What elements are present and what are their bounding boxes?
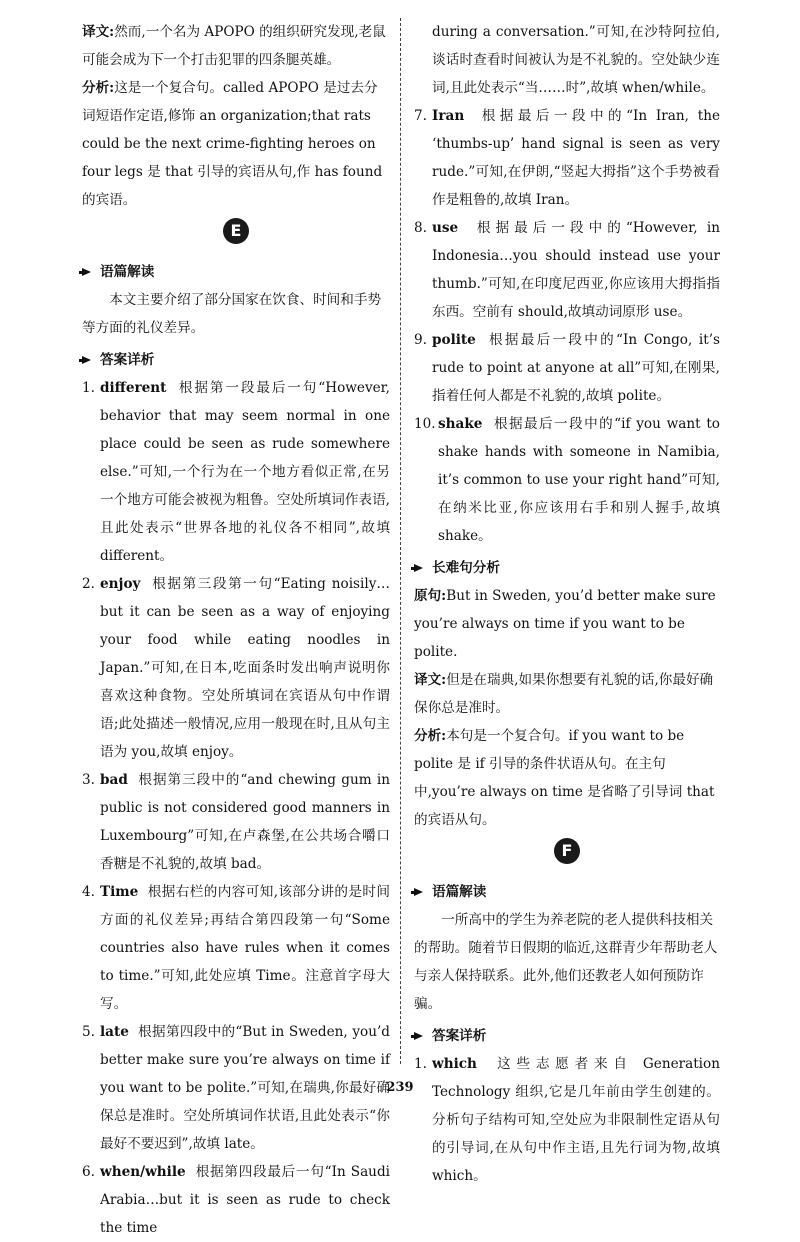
answer-item: 1. different 根据第一段最后一句“However, behavior that may seem normal in one place could be seen as rude somewhere else.”可知,一个行为在一个地方看似正常,在另一个地方可能会被视为粗鲁。空处所填词作表语,且此处表示“世界各地的礼仪各不相同”,故填 different。 bbox=[82, 380, 390, 564]
triangle-icon bbox=[414, 888, 427, 897]
section-e-marker bbox=[82, 214, 390, 254]
column-divider bbox=[400, 18, 401, 1064]
right-column bbox=[414, 18, 720, 1190]
page-number: 239 bbox=[386, 1080, 414, 1095]
d-translation: 译文:然而,一个名为 APOPO 的组织研究发现,老鼠可能会成为下一个打击犯罪的四条腿英雄。 bbox=[82, 24, 386, 68]
long-sentence-analysis: 分析:本句是一个复合句。if you want to be polite 是 if 引导的条件状语从句。在主句中,you’re always on time 是省略了引导词 that 的宾语从句。 bbox=[414, 728, 715, 828]
e-answers-heading: 答案详析 bbox=[82, 346, 390, 374]
answer-item: 10. shake 根据最后一段中的“if you want to shake hands with someone in Namibia, it’s common to use your right hand”可知,在纳米比亚,你应该用右手和别人握手,故填 shake。 bbox=[414, 416, 720, 544]
triangle-icon bbox=[414, 1032, 427, 1041]
left-column bbox=[82, 18, 390, 1242]
answer-item: 1. which 这些志愿者来自 Generation Technology 组织,它是几年前由学生创建的。分析句子结构可知,空处应为非限制性定语从句的引导词,在从句中作主语,且先行词为物,故填 which。 bbox=[414, 1056, 720, 1184]
answer-item: 7. Iran 根据最后一段中的“In Iran, the ‘thumbs-up’ hand signal is seen as very rude.”可知,在伊朗,“竖起大拇指”这个手势被看作是粗鲁的,故填 Iran。 bbox=[414, 108, 720, 208]
answer-item: 4. Time 根据右栏的内容可知,该部分讲的是时间方面的礼仪差异;再结合第四段第一句“Some countries also have rules when it comes to time.”可知,此处应填 Time。注意首字母大写。 bbox=[82, 884, 390, 1012]
section-e-badge: E bbox=[223, 218, 249, 244]
f-answers-heading: 答案详析 bbox=[414, 1022, 720, 1050]
section-f-badge: F bbox=[554, 838, 580, 864]
answer-item: 6. when/while 根据第四段最后一句“In Saudi Arabia…but it is seen as rude to check the time bbox=[82, 1164, 390, 1236]
d-analysis: 分析:这是一个复合句。called APOPO 是过去分词短语作定语,修饰 an organization;that rats could be the next crime-fighting heroes on four legs 是 that 引导的宾语从句,作 has found 的宾语。 bbox=[82, 80, 383, 208]
section-f-marker bbox=[414, 834, 720, 874]
answer-item-continued: during a conversation.”可知,在沙特阿拉伯,谈话时查看时间被认为是不礼貌的。空处缺少连词,且此处表示“当……时”,故填 when/while。 bbox=[432, 24, 720, 96]
long-sentence-original: 原句:But in Sweden, you’d better make sure you’re always on time if you want to be polite. bbox=[414, 588, 716, 660]
answer-item: 9. polite 根据最后一段中的“In Congo, it’s rude to point at anyone at all”可知,在刚果,指着任何人都是不礼貌的,故填 polite。 bbox=[414, 332, 720, 404]
triangle-icon bbox=[82, 268, 95, 277]
answer-item: 8. use 根据最后一段中的“However, in Indonesia…you should instead use your thumb.”可知,在印度尼西亚,你应该用大拇指指东西。空前有 should,故填动词原形 use。 bbox=[414, 220, 720, 320]
triangle-icon bbox=[414, 564, 427, 573]
answer-item: 2. enjoy 根据第三段第一句“Eating noisily…but it can be seen as a way of enjoying your food while eating noodles in Japan.”可知,在日本,吃面条时发出响声说明你喜欢这种食物。空处所填词在宾语从句中作谓语;此处描述一般情况,应用一般现在时,且从句主语为 you,故填 enjoy。 bbox=[82, 576, 390, 760]
answer-item: 5. late 根据第四段中的“But in Sweden, you’d better make sure you’re always on time if you want to be polite.”可知,在瑞典,你最好确保总是准时。空处所填词作状语,且此处表示“你最好不要迟到”,故填 late。 bbox=[82, 1024, 390, 1152]
f-reading-text: 一所高中的学生为养老院的老人提供科技相关的帮助。随着节日假期的临近,这群青少年帮助老人与亲人保持联系。此外,他们还教老人如何预防诈骗。 bbox=[414, 912, 718, 1012]
answer-item: 3. bad 根据第三段中的“and chewing gum in public is not considered good manners in Luxembourg”可知,在卢森堡,在公共场合嚼口香糖是不礼貌的,故填 bad。 bbox=[82, 772, 390, 872]
long-sentence-heading: 长难句分析 bbox=[414, 554, 720, 582]
e-reading-heading: 语篇解读 bbox=[82, 258, 390, 286]
long-sentence-translation: 译文:但是在瑞典,如果你想要有礼貌的话,你最好确保你总是准时。 bbox=[414, 672, 714, 716]
f-reading-heading: 语篇解读 bbox=[414, 878, 720, 906]
triangle-icon bbox=[82, 356, 95, 365]
e-reading-text: 本文主要介绍了部分国家在饮食、时间和手势等方面的礼仪差异。 bbox=[82, 292, 382, 336]
